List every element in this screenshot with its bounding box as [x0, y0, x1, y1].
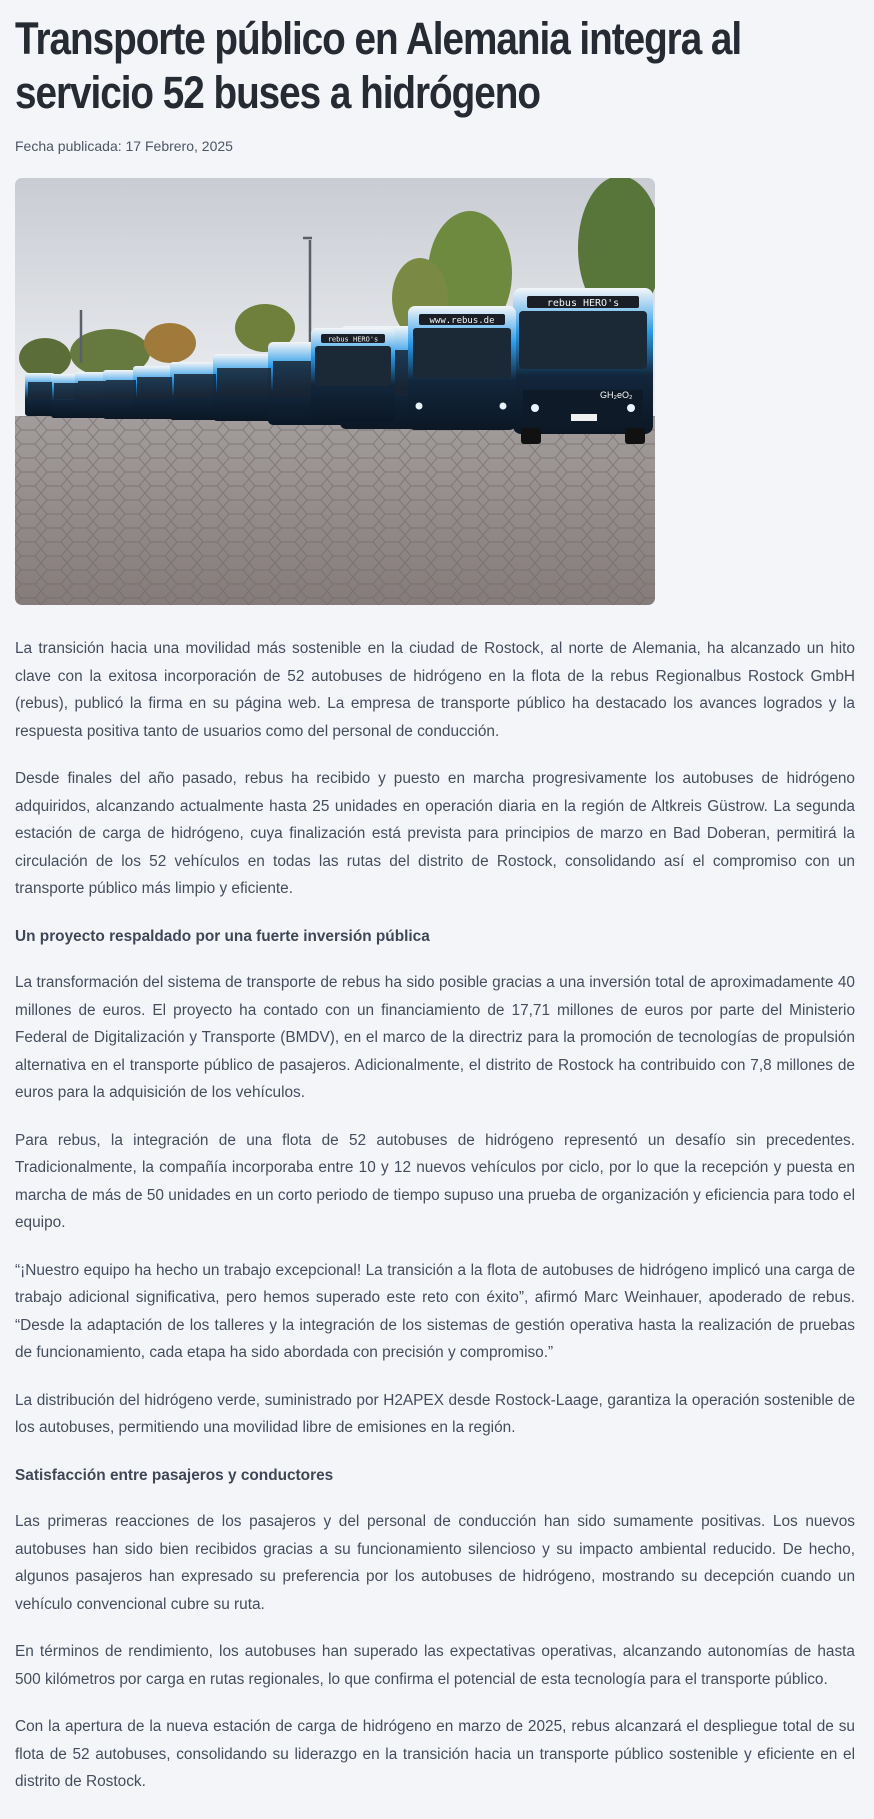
- bus-sign-front: rebus HERO's: [546, 298, 620, 309]
- paragraph: Las primeras reacciones de los pasajeros y del personal de conducción han sido sumamente positivas. Los nuevos autobuses han sido bien recibidos gracias a su funcionamiento silencioso y su impacto ambiental reducido. De hecho, algunos pasajeros han expresado su preferencia por los autobuses de hidrógeno, mostrando su decepción cuando un vehículo convencional cubre su ruta.: [15, 1513, 855, 1613]
- paragraph: En términos de rendimiento, los autobuses han superado las expectativas operativas, alcanzando autonomías de hasta 500 kilómetros por carga en rutas regionales, lo que confirma el potencial de esta tecnología para el transporte público.: [15, 1643, 855, 1688]
- bus-sign-second: www.rebus.de: [429, 316, 495, 326]
- paragraph: Desde finales del año pasado, rebus ha recibido y puesto en marcha progresivamente los autobuses de hidrógeno adquiridos, alcanzando actualmente hasta 25 unidades en operación diaria en la región de Altkreis Güstrow. La segunda estación de carga de hidrógeno, cuya finalización está prevista para principios de marzo en Bad Doberan, permitirá la circulación de los 52 vehículos en todas las rutas del distrito de Rostock, consolidando así el compromiso con un transporte público más limpio y eficiente.: [15, 770, 855, 897]
- publish-date: Fecha publicada: 17 Febrero, 2025: [15, 138, 233, 154]
- article-body: [15, 635, 855, 1796]
- bus-third: [311, 328, 395, 422]
- paragraph: La transición hacia una movilidad más sostenible en la ciudad de Rostock, al norte de Alemania, ha alcanzado un hito clave con la exitosa incorporación de 52 autobuses de hidrógeno en la flota de la rebus Regionalbus Rostock GmbH (rebus), publicó la firma en su página web. La empresa de transporte público ha destacado los avances logrados y la respuesta positiva tanto de usuarios como del personal de conducción.: [15, 640, 855, 740]
- paragraph: Para rebus, la integración de una flota de 52 autobuses de hidrógeno representó un desafío sin precedentes. Tradicionalmente, la compañía incorporaba entre 10 y 12 nuevos vehículos por ciclo, por lo que la recepción y puesta en marcha de más de 50 unidades en un corto periodo de tiempo supuso una prueba de organización y eficiencia para todo el equipo.: [15, 1131, 855, 1231]
- section-heading: Satisfacción entre pasajeros y conductores: [15, 1466, 334, 1484]
- paragraph: La distribución del hidrógeno verde, suministrado por H2APEX desde Rostock-Laage, garantiza la operación sostenible de los autobuses, permitiendo una movilidad libre de emisiones en la región.: [15, 1391, 855, 1436]
- section-heading: Un proyecto respaldado por una fuerte inversión pública: [15, 927, 430, 945]
- bus-sign-third: rebus HERO's: [327, 335, 379, 344]
- hero-image: [15, 178, 655, 605]
- bus-livery-logo: GH₂eO₂: [600, 390, 633, 400]
- bus-front: [513, 288, 653, 444]
- article: [15, 0, 855, 1796]
- paragraph: La transformación del sistema de transporte de rebus ha sido posible gracias a una inversión total de aproximadamente 40 millones de euros. El proyecto ha contado con un financiamiento de 17,71 millones de euros por parte del Ministerio Federal de Digitalización y Transporte (BMDV), en el marco de la directriz para la promoción de tecnologías de propulsión alternativa en el transporte público de pasajeros. Adicionalmente, el distrito de Rostock ha contribuido con 7,8 millones de euros para la adquisición de los vehículos.: [15, 974, 855, 1101]
- paragraph: Con la apertura de la nueva estación de carga de hidrógeno en marzo de 2025, rebus alcanzará el despliegue total de su flota de 52 autobuses, consolidando su liderazgo en la transición hacia un transporte público sostenible y eficiente en el distrito de Rostock.: [15, 1718, 855, 1790]
- article-title: Transporte público en Alemania integra al servicio 52 buses a hidrógeno: [15, 13, 742, 118]
- paragraph: “¡Nuestro equipo ha hecho un trabajo excepcional! La transición a la flota de autobuses de hidrógeno implicó una carga de trabajo adicional significativa, pero hemos superado este reto con éxito”, afirmó Marc Weinhauer, apoderado de rebus. “Desde la adaptación de los talleres y la integración de los sistemas de gestión operativa hasta la realización de pruebas de funcionamiento, cada etapa ha sido abordada con precisión y compromiso.”: [15, 1261, 855, 1361]
- bus-second: [408, 306, 516, 430]
